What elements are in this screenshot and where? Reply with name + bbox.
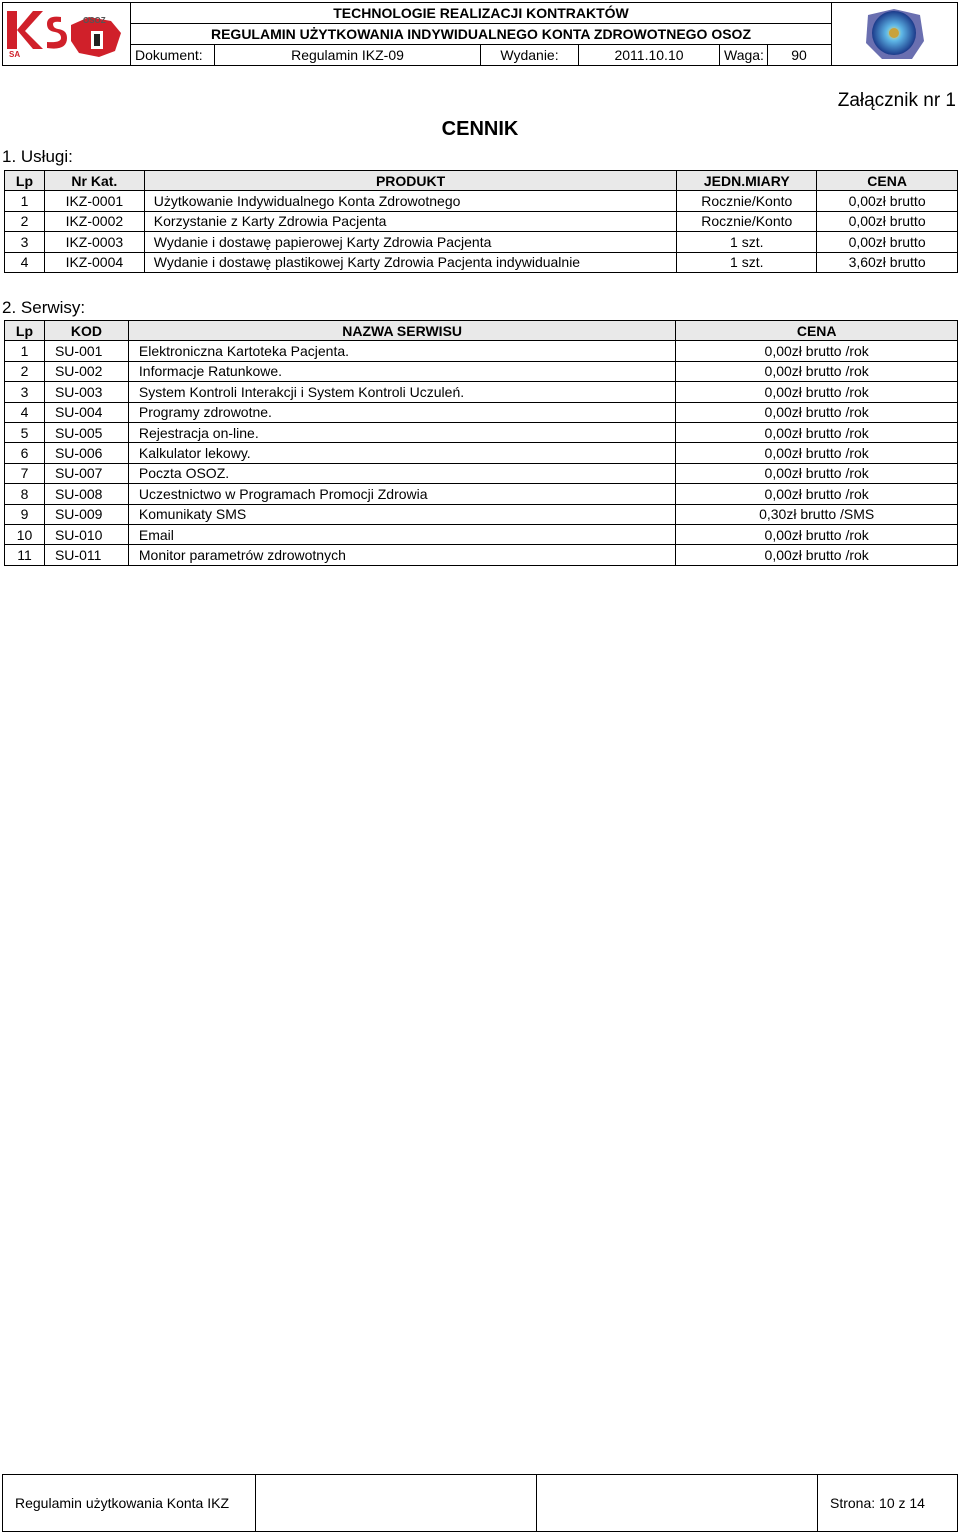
table-row [5, 191, 958, 211]
table-row [5, 361, 958, 381]
table-row [5, 545, 958, 565]
cell-nazwa: Komunikaty SMS [128, 504, 675, 524]
cell-nazwa: Rejestracja on-line. [128, 422, 675, 442]
cell-lp: 9 [5, 504, 45, 524]
cell-cena: 0,00zł brutto /rok [676, 361, 958, 381]
col-cena: CENA [817, 171, 958, 191]
serwisy-table [4, 320, 958, 566]
cell-lp: 2 [5, 361, 45, 381]
doc-label: Dokument: [131, 45, 215, 65]
svg-text:OSOZ: OSOZ [83, 16, 106, 25]
table-row [5, 211, 958, 231]
globe-icon [832, 3, 958, 65]
cell-lp: 4 [5, 402, 45, 422]
cell-nr-kat: IKZ-0003 [44, 232, 144, 252]
cell-jedn: Rocznie/Konto [677, 211, 817, 231]
cell-kod: SU-007 [44, 463, 128, 483]
cell-nazwa: Monitor parametrów zdrowotnych [128, 545, 675, 565]
footer-doc-name: Regulamin użytkowania Konta IKZ [3, 1475, 256, 1531]
cell-lp: 5 [5, 422, 45, 442]
cell-nazwa: Programy zdrowotne. [128, 402, 675, 422]
cell-nr-kat: IKZ-0004 [44, 252, 144, 272]
cell-lp: 6 [5, 443, 45, 463]
cell-produkt: Korzystanie z Karty Zdrowia Pacjenta [144, 211, 677, 231]
cell-kod: SU-011 [44, 545, 128, 565]
cell-cena: 0,00zł brutto [817, 232, 958, 252]
footer-empty-cell-2 [537, 1475, 818, 1531]
document-header [2, 2, 958, 66]
section-serwisy-heading: 2. Serwisy: [2, 298, 86, 317]
page-title: CENNIK [441, 118, 519, 140]
cell-nr-kat: IKZ-0002 [44, 211, 144, 231]
edition-value: 2011.10.10 [579, 45, 720, 65]
table-row [5, 382, 958, 402]
cell-cena: 3,60zł brutto [817, 252, 958, 272]
section-uslugi-heading: 1. Usługi: [2, 147, 73, 166]
cell-produkt: Wydanie i dostawę plastikowej Karty Zdrowia Pacjenta indywidualnie [144, 252, 677, 272]
cell-cena: 0,00zł brutto /rok [676, 484, 958, 504]
col-nazwa-serwisu: NAZWA SERWISU [128, 321, 675, 341]
cell-kod: SU-010 [44, 524, 128, 544]
cell-kod: SU-005 [44, 422, 128, 442]
cell-nazwa: Informacje Ratunkowe. [128, 361, 675, 381]
header-title-line2: REGULAMIN UŻYTKOWANIA INDYWIDUALNEGO KONTA ZDROWOTNEGO OSOZ [131, 24, 831, 45]
cell-lp: 3 [5, 382, 45, 402]
cell-nr-kat: IKZ-0001 [44, 191, 144, 211]
cell-cena: 0,00zł brutto /rok [676, 443, 958, 463]
table-row [5, 341, 958, 361]
cell-cena: 0,00zł brutto /rok [676, 524, 958, 544]
table-row [5, 443, 958, 463]
cell-nazwa: Uczestnictwo w Programach Promocji Zdrowia [128, 484, 675, 504]
attachment-label: Załącznik nr 1 [837, 90, 956, 111]
cell-nazwa: System Kontroli Interakcji i System Kontroli Uczuleń. [128, 382, 675, 402]
cell-lp: 10 [5, 524, 45, 544]
weight-label: Waga: [720, 45, 768, 65]
cell-nazwa: Poczta OSOZ. [128, 463, 675, 483]
table-row [5, 504, 958, 524]
ks-osoz-logo [3, 3, 131, 65]
cell-jedn: 1 szt. [677, 252, 817, 272]
cell-lp: 3 [5, 232, 45, 252]
cell-produkt: Wydanie i dostawę papierowej Karty Zdrowia Pacjenta [144, 232, 677, 252]
table-row [5, 402, 958, 422]
footer-page-number: Strona: 10 z 14 [830, 1495, 925, 1511]
table-header-row [5, 321, 958, 341]
cell-cena: 0,00zł brutto /rok [676, 463, 958, 483]
cell-nazwa: Elektroniczna Kartoteka Pacjenta. [128, 341, 675, 361]
ks-logo-icon [3, 3, 131, 65]
cell-kod: SU-003 [44, 382, 128, 402]
cell-produkt: Użytkowanie Indywidualnego Konta Zdrowotnego [144, 191, 677, 211]
osoz-globe-logo [831, 3, 957, 65]
table-row [5, 484, 958, 504]
cell-cena: 0,00zł brutto [817, 211, 958, 231]
services-table [4, 170, 958, 273]
cell-lp: 4 [5, 252, 45, 272]
col-jedn-miary: JEDN.MIARY [677, 171, 817, 191]
cell-kod: SU-002 [44, 361, 128, 381]
table-row [5, 252, 958, 272]
cell-jedn: 1 szt. [677, 232, 817, 252]
header-meta-row [131, 45, 831, 65]
col-lp: Lp [5, 171, 45, 191]
cell-jedn: Rocznie/Konto [677, 191, 817, 211]
cell-kod: SU-006 [44, 443, 128, 463]
weight-value: 90 [791, 47, 807, 63]
cell-lp: 2 [5, 211, 45, 231]
cell-kod: SU-001 [44, 341, 128, 361]
table-row [5, 524, 958, 544]
document-footer [2, 1474, 958, 1532]
cell-cena: 0,00zł brutto /rok [676, 402, 958, 422]
cell-kod: SU-009 [44, 504, 128, 524]
cell-lp: 1 [5, 341, 45, 361]
table-header-row [5, 171, 958, 191]
cell-cena: 0,00zł brutto /rok [676, 422, 958, 442]
col-lp: Lp [5, 321, 45, 341]
edition-label: Wydanie: [481, 45, 579, 65]
table-row [5, 422, 958, 442]
cell-cena: 0,30zł brutto /SMS [676, 504, 958, 524]
cell-cena: 0,00zł brutto /rok [676, 341, 958, 361]
cell-kod: SU-008 [44, 484, 128, 504]
cell-cena: 0,00zł brutto /rok [676, 545, 958, 565]
cell-lp: 1 [5, 191, 45, 211]
cell-lp: 7 [5, 463, 45, 483]
cell-lp: 8 [5, 484, 45, 504]
cell-kod: SU-004 [44, 402, 128, 422]
cell-lp: 11 [5, 545, 45, 565]
cell-nazwa: Kalkulator lekowy. [128, 443, 675, 463]
col-cena: CENA [676, 321, 958, 341]
col-produkt: PRODUKT [144, 171, 677, 191]
doc-value: Regulamin IKZ-09 [215, 45, 481, 65]
table-row [5, 463, 958, 483]
col-kod: KOD [44, 321, 128, 341]
footer-empty-cell-1 [256, 1475, 537, 1531]
cell-nazwa: Email [128, 524, 675, 544]
svg-text:SA: SA [9, 50, 21, 59]
col-nr-kat: Nr Kat. [44, 171, 144, 191]
cell-cena: 0,00zł brutto /rok [676, 382, 958, 402]
header-title-line1: TECHNOLOGIE REALIZACJI KONTRAKTÓW [131, 3, 831, 24]
cell-cena: 0,00zł brutto [817, 191, 958, 211]
table-row [5, 232, 958, 252]
